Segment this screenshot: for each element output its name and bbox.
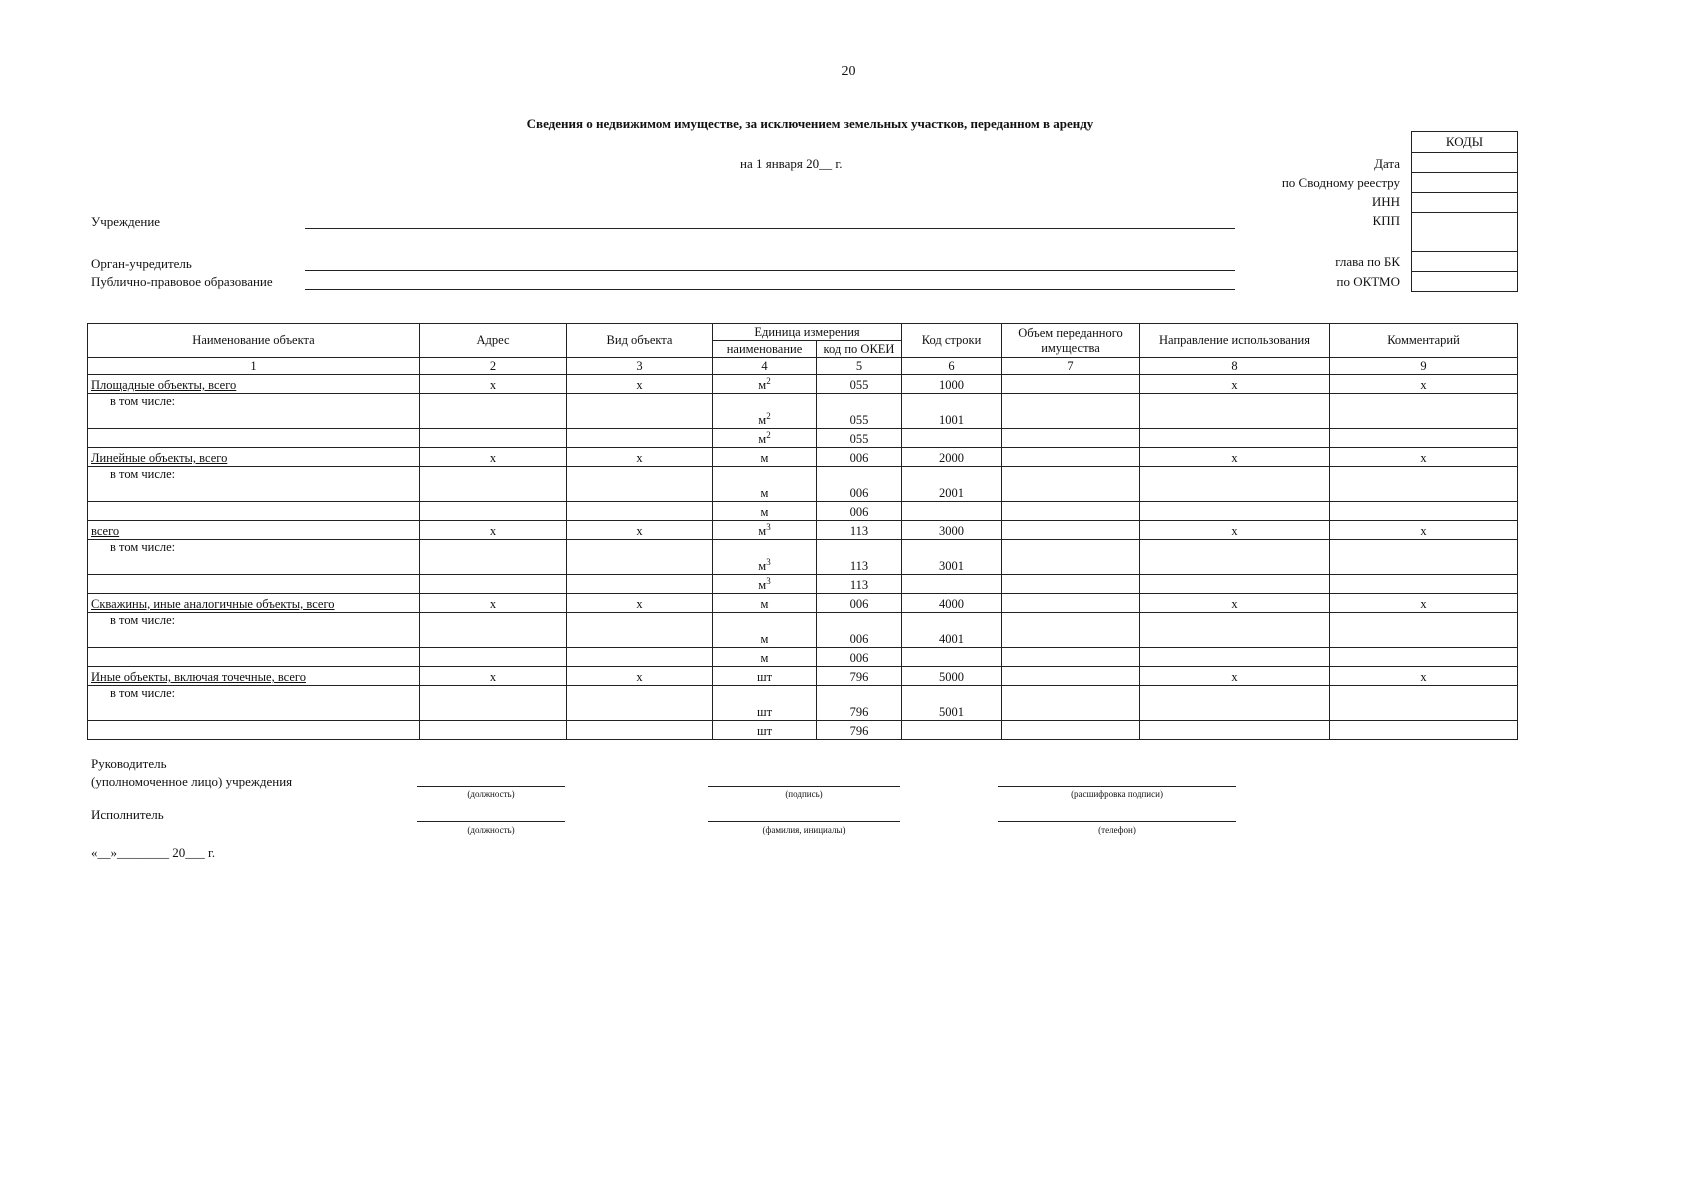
cell-address-x: x xyxy=(420,594,567,613)
cell-volume[interactable] xyxy=(1002,448,1140,467)
unit-name-text: шт xyxy=(756,670,773,684)
cell-usage-x: x xyxy=(1140,448,1330,467)
cell-volume[interactable] xyxy=(1002,686,1140,721)
cell-address[interactable] xyxy=(420,613,567,648)
unit-name-text: шт xyxy=(756,724,773,738)
cell-object-type[interactable] xyxy=(567,721,713,740)
cell-okei: 055 xyxy=(817,375,902,394)
header-name: Наименование объекта xyxy=(88,324,420,358)
head-signature-decode-line[interactable] xyxy=(998,786,1236,787)
cell-okei: 006 xyxy=(817,502,902,521)
header-usage: Направление использования xyxy=(1140,324,1330,358)
table-row-detail xyxy=(88,394,1518,429)
cell-object-type[interactable] xyxy=(567,429,713,448)
cell-usage[interactable] xyxy=(1140,648,1330,667)
unit-name-text: м xyxy=(758,378,767,392)
cell-volume[interactable] xyxy=(1002,540,1140,575)
cell-unit-name xyxy=(713,594,817,613)
cell-type-x: x xyxy=(567,594,713,613)
cell-row-code: 4000 xyxy=(902,594,1002,613)
cell-volume[interactable] xyxy=(1002,502,1140,521)
row-name-empty[interactable] xyxy=(88,648,420,667)
table-row-total xyxy=(88,375,1518,394)
cell-address-x: x xyxy=(420,667,567,686)
head-signature-decode-caption: (расшифровка подписи) xyxy=(1071,789,1163,799)
cell-usage-x: x xyxy=(1140,375,1330,394)
executor-name-line[interactable] xyxy=(708,821,900,822)
table-row-total xyxy=(88,448,1518,467)
executor-position-line[interactable] xyxy=(417,821,565,822)
executor-phone-line[interactable] xyxy=(998,821,1236,822)
row-incl-label: в том числе: xyxy=(88,540,420,575)
code-cell-date[interactable] xyxy=(1412,153,1517,173)
cell-unit-name xyxy=(713,575,817,594)
cell-unit-name xyxy=(713,540,817,575)
head-label-2: (уполномоченное лицо) учреждения xyxy=(91,774,293,789)
cell-comment[interactable] xyxy=(1330,429,1518,448)
cell-usage[interactable] xyxy=(1140,686,1330,721)
cell-comment-x: x xyxy=(1330,448,1518,467)
table-row-total xyxy=(88,667,1518,686)
cell-comment[interactable] xyxy=(1330,721,1518,740)
column-number: 3 xyxy=(567,358,713,375)
cell-object-type[interactable] xyxy=(567,394,713,429)
cell-volume[interactable] xyxy=(1002,721,1140,740)
unit-name-text: шт xyxy=(756,705,773,719)
cell-comment-x: x xyxy=(1330,594,1518,613)
cell-okei: 006 xyxy=(817,594,902,613)
column-number: 2 xyxy=(420,358,567,375)
cell-usage[interactable] xyxy=(1140,502,1330,521)
cell-row-code: 4001 xyxy=(902,613,1002,648)
cell-object-type[interactable] xyxy=(567,467,713,502)
cell-unit-name xyxy=(713,686,817,721)
cell-object-type[interactable] xyxy=(567,686,713,721)
table-row-detail-extra xyxy=(88,429,1518,448)
cell-usage[interactable] xyxy=(1140,540,1330,575)
cell-object-type[interactable] xyxy=(567,502,713,521)
cell-okei: 055 xyxy=(817,429,902,448)
unit-name-text: м xyxy=(760,632,769,646)
cell-object-type[interactable] xyxy=(567,613,713,648)
executor-label: Исполнитель xyxy=(91,807,164,822)
column-number: 7 xyxy=(1002,358,1140,375)
unit-superscript: 2 xyxy=(766,429,771,440)
cell-row-code: 1000 xyxy=(902,375,1002,394)
cell-usage[interactable] xyxy=(1140,575,1330,594)
row-name-empty[interactable] xyxy=(88,502,420,521)
cell-volume[interactable] xyxy=(1002,594,1140,613)
cell-address[interactable] xyxy=(420,429,567,448)
header-object-type: Вид объекта xyxy=(567,324,713,358)
cell-row-code: 2000 xyxy=(902,448,1002,467)
cell-unit-name xyxy=(713,667,817,686)
unit-name-text: м xyxy=(758,559,767,573)
as-of-date: на 1 января 20__ г. xyxy=(740,156,843,171)
cell-address[interactable] xyxy=(420,575,567,594)
header-unit-name: наименование xyxy=(713,341,817,358)
cell-usage-x: x xyxy=(1140,667,1330,686)
table-row-detail xyxy=(88,467,1518,502)
head-position-caption: (должность) xyxy=(467,789,515,799)
cell-comment[interactable] xyxy=(1330,613,1518,648)
cell-comment[interactable] xyxy=(1330,648,1518,667)
code-label-oktmo: по ОКТМО xyxy=(1336,274,1400,289)
cell-unit-name xyxy=(713,467,817,502)
cell-row-code: 2001 xyxy=(902,467,1002,502)
cell-comment[interactable] xyxy=(1330,394,1518,429)
cell-unit-name xyxy=(713,448,817,467)
cell-unit-name xyxy=(713,721,817,740)
cell-usage[interactable] xyxy=(1140,613,1330,648)
cell-comment[interactable] xyxy=(1330,686,1518,721)
cell-unit-name xyxy=(713,375,817,394)
code-cell-kpp[interactable] xyxy=(1412,213,1517,252)
cell-address[interactable] xyxy=(420,648,567,667)
cell-okei: 796 xyxy=(817,686,902,721)
code-cell-registry[interactable] xyxy=(1412,173,1517,193)
head-signature-line[interactable] xyxy=(708,786,900,787)
cell-volume[interactable] xyxy=(1002,394,1140,429)
cell-usage[interactable] xyxy=(1140,429,1330,448)
cell-comment[interactable] xyxy=(1330,467,1518,502)
header-volume: Объем переданного имущества xyxy=(1002,324,1140,358)
cell-row-code: 3001 xyxy=(902,540,1002,575)
cell-usage-x: x xyxy=(1140,594,1330,613)
cell-comment[interactable] xyxy=(1330,540,1518,575)
column-number: 8 xyxy=(1140,358,1330,375)
cell-type-x: x xyxy=(567,521,713,540)
code-label-date: Дата xyxy=(1374,156,1400,171)
cell-row-code[interactable] xyxy=(902,429,1002,448)
cell-type-x: x xyxy=(567,667,713,686)
property-table xyxy=(87,323,1518,740)
row-name: Иные объекты, включая точечные, всего xyxy=(88,667,420,686)
cell-okei: 113 xyxy=(817,521,902,540)
row-incl-label: в том числе: xyxy=(88,613,420,648)
cell-address[interactable] xyxy=(420,394,567,429)
cell-okei: 113 xyxy=(817,540,902,575)
cell-address[interactable] xyxy=(420,686,567,721)
header-unit: Единица измерения xyxy=(713,324,902,341)
row-incl-label: в том числе: xyxy=(88,467,420,502)
cell-type-x: x xyxy=(567,375,713,394)
table-row-detail-extra xyxy=(88,575,1518,594)
institution-label: Учреждение xyxy=(91,214,161,229)
table-row-detail-extra xyxy=(88,648,1518,667)
column-number: 4 xyxy=(713,358,817,375)
header-unit-okei: код по ОКЕИ xyxy=(817,341,902,358)
row-name-empty[interactable] xyxy=(88,575,420,594)
unit-name-text: м xyxy=(758,413,767,427)
cell-unit-name xyxy=(713,394,817,429)
cell-volume[interactable] xyxy=(1002,375,1140,394)
cell-unit-name xyxy=(713,502,817,521)
cell-okei: 006 xyxy=(817,448,902,467)
cell-volume[interactable] xyxy=(1002,667,1140,686)
code-label-bk: глава по БК xyxy=(1335,254,1400,269)
cell-comment-x: x xyxy=(1330,521,1518,540)
table-body xyxy=(88,375,1518,740)
institution-line[interactable] xyxy=(305,228,1235,229)
cell-row-code[interactable] xyxy=(902,648,1002,667)
head-label: Руководитель xyxy=(91,756,167,771)
row-name: Скважины, иные аналогичные объекты, всего xyxy=(88,594,420,613)
unit-name-text: м xyxy=(758,432,767,446)
cell-row-code: 1001 xyxy=(902,394,1002,429)
cell-row-code[interactable] xyxy=(902,502,1002,521)
unit-name-text: м xyxy=(760,486,769,500)
cell-volume[interactable] xyxy=(1002,648,1140,667)
unit-name-text: м xyxy=(760,597,769,611)
unit-name-text: м xyxy=(760,651,769,665)
unit-name-text: м xyxy=(760,451,769,465)
header-comment: Комментарий xyxy=(1330,324,1518,358)
code-cell-bk[interactable] xyxy=(1412,252,1517,272)
column-number: 5 xyxy=(817,358,902,375)
head-signature-caption: (подпись) xyxy=(785,789,823,799)
founder-label: Орган-учредитель xyxy=(91,256,192,271)
row-name: Площадные объекты, всего xyxy=(88,375,420,394)
cell-object-type[interactable] xyxy=(567,540,713,575)
cell-row-code[interactable] xyxy=(902,721,1002,740)
cell-address-x: x xyxy=(420,521,567,540)
header-row-code: Код строки xyxy=(902,324,1002,358)
cell-address[interactable] xyxy=(420,721,567,740)
cell-volume[interactable] xyxy=(1002,575,1140,594)
row-name: Линейные объекты, всего xyxy=(88,448,420,467)
cell-okei: 113 xyxy=(817,575,902,594)
unit-superscript: 3 xyxy=(766,556,771,567)
table-row-total xyxy=(88,521,1518,540)
table-row-detail-extra xyxy=(88,721,1518,740)
cell-okei: 796 xyxy=(817,721,902,740)
cell-comment-x: x xyxy=(1330,667,1518,686)
column-number: 1 xyxy=(88,358,420,375)
cell-comment[interactable] xyxy=(1330,575,1518,594)
cell-volume[interactable] xyxy=(1002,521,1140,540)
row-name-empty[interactable] xyxy=(88,429,420,448)
cell-address-x: x xyxy=(420,448,567,467)
cell-okei: 006 xyxy=(817,467,902,502)
codes-box xyxy=(1411,131,1518,292)
public-entity-label: Публично-правовое образование xyxy=(91,274,273,289)
executor-position-caption: (должность) xyxy=(467,825,515,835)
cell-unit-name xyxy=(713,521,817,540)
cell-comment-x: x xyxy=(1330,375,1518,394)
row-incl-label: в том числе: xyxy=(88,394,420,429)
code-cell-oktmo[interactable] xyxy=(1412,272,1517,291)
page-number: 20 xyxy=(841,64,856,79)
cell-usage-x: x xyxy=(1140,521,1330,540)
cell-unit-name xyxy=(713,648,817,667)
cell-usage[interactable] xyxy=(1140,394,1330,429)
cell-address[interactable] xyxy=(420,540,567,575)
cell-address[interactable] xyxy=(420,502,567,521)
unit-name-text: м xyxy=(758,578,767,592)
cell-object-type[interactable] xyxy=(567,575,713,594)
cell-row-code: 5000 xyxy=(902,667,1002,686)
cell-object-type[interactable] xyxy=(567,648,713,667)
column-number: 9 xyxy=(1330,358,1518,375)
executor-phone-caption: (телефон) xyxy=(1098,825,1136,835)
unit-superscript: 3 xyxy=(766,521,771,532)
header-address: Адрес xyxy=(420,324,567,358)
unit-superscript: 3 xyxy=(766,575,771,586)
unit-superscript: 2 xyxy=(766,410,771,421)
column-numbers-row xyxy=(88,358,1518,375)
code-label-kpp: КПП xyxy=(1372,213,1400,228)
code-label-inn: ИНН xyxy=(1371,194,1400,209)
cell-row-code[interactable] xyxy=(902,575,1002,594)
row-incl-label: в том числе: xyxy=(88,686,420,721)
cell-unit-name xyxy=(713,429,817,448)
cell-okei: 006 xyxy=(817,613,902,648)
column-number: 6 xyxy=(902,358,1002,375)
cell-okei: 055 xyxy=(817,394,902,429)
table-row-detail xyxy=(88,540,1518,575)
row-name: всего xyxy=(88,521,420,540)
table-row-detail xyxy=(88,686,1518,721)
cell-okei: 796 xyxy=(817,667,902,686)
table-row-detail-extra xyxy=(88,502,1518,521)
executor-name-caption: (фамилия, инициалы) xyxy=(762,825,846,835)
table-row-total xyxy=(88,594,1518,613)
unit-superscript: 2 xyxy=(766,375,771,386)
form-title: Сведения о недвижимом имуществе, за исключением земельных участков, переданном в аренду xyxy=(526,116,1094,131)
codes-header: КОДЫ xyxy=(1412,132,1517,153)
cell-address[interactable] xyxy=(420,467,567,502)
cell-unit-name xyxy=(713,613,817,648)
founder-line[interactable] xyxy=(305,270,1235,271)
cell-row-code: 5001 xyxy=(902,686,1002,721)
table-row-detail xyxy=(88,613,1518,648)
cell-volume[interactable] xyxy=(1002,429,1140,448)
cell-volume[interactable] xyxy=(1002,613,1140,648)
row-name-empty[interactable] xyxy=(88,721,420,740)
signature-date[interactable]: «__»________ 20___ г. xyxy=(91,845,216,860)
cell-comment[interactable] xyxy=(1330,502,1518,521)
cell-okei: 006 xyxy=(817,648,902,667)
code-cell-inn[interactable] xyxy=(1412,193,1517,213)
code-label-registry: по Сводному реестру xyxy=(1281,175,1400,190)
public-entity-line[interactable] xyxy=(305,289,1235,290)
cell-volume[interactable] xyxy=(1002,467,1140,502)
cell-type-x: x xyxy=(567,448,713,467)
cell-row-code: 3000 xyxy=(902,521,1002,540)
unit-name-text: м xyxy=(760,505,769,519)
cell-usage[interactable] xyxy=(1140,467,1330,502)
head-position-line[interactable] xyxy=(417,786,565,787)
cell-address-x: x xyxy=(420,375,567,394)
unit-name-text: м xyxy=(758,524,767,538)
cell-usage[interactable] xyxy=(1140,721,1330,740)
